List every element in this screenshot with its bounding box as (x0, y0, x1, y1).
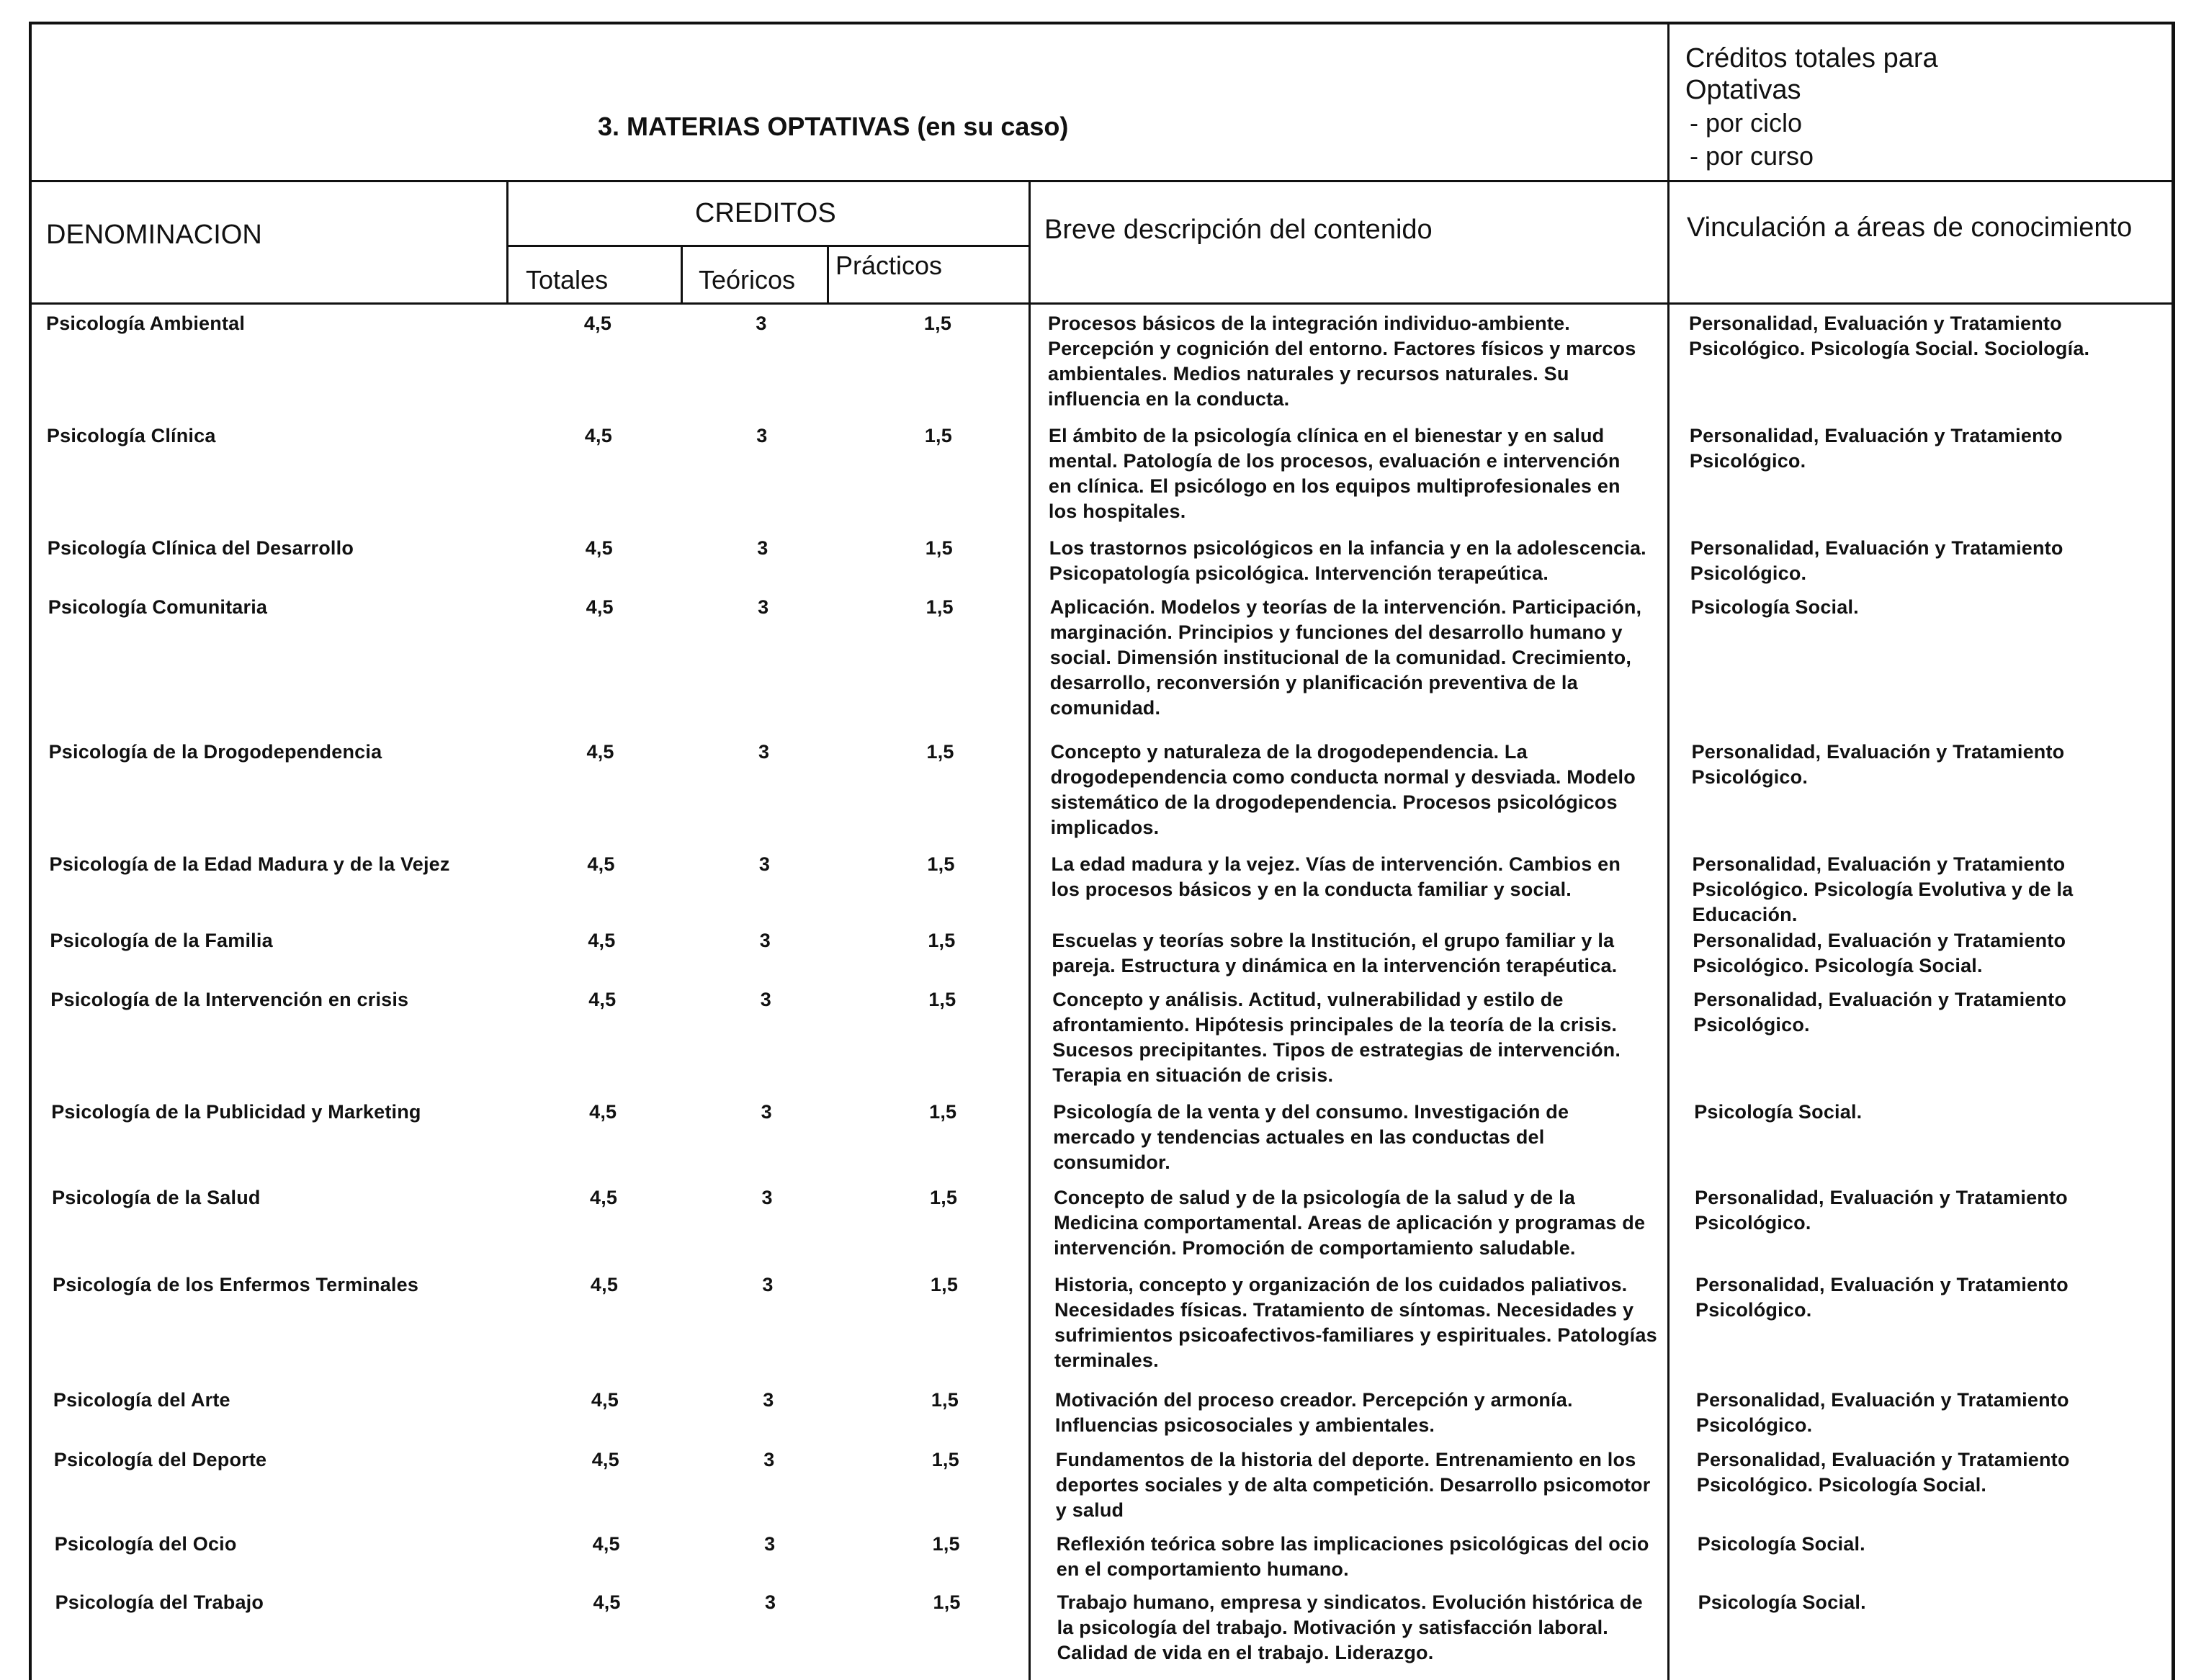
credits-box-line-4: - por curso (1690, 141, 1814, 171)
col-divider-teoricos (827, 245, 829, 302)
row-teoricos: 3 (764, 1591, 776, 1613)
header-teoricos: Teóricos (699, 265, 796, 295)
row-area-line: Psicológico. (1689, 450, 1806, 472)
row-practicos: 1,5 (932, 1533, 960, 1555)
row-description-line: intervención. Promoción de comportamiento saludable. (1054, 1237, 1576, 1259)
row-description-line: en clínica. El psicólogo en los equipos multiprofesionales en (1048, 475, 1621, 497)
row-totales: 4,5 (583, 313, 612, 334)
row-teoricos: 3 (758, 741, 770, 763)
row-teoricos: 3 (758, 596, 769, 618)
row-description-line: y salud (1055, 1499, 1124, 1521)
row-teoricos: 3 (761, 1101, 772, 1123)
row-name: Psicología de la Salud (52, 1187, 261, 1208)
row-description-line: Concepto de salud y de la psicología de la salud y de la (1054, 1187, 1575, 1208)
row-practicos: 1,5 (933, 1591, 961, 1613)
row-description-line: deportes sociales y de alta competición. Desarrollo psicomotor (1055, 1474, 1651, 1496)
row-description-line: sufrimientos psicoafectivos-familiares y espirituales. Patologías (1054, 1324, 1657, 1346)
row-description-line: influencia en la conducta. (1048, 388, 1290, 410)
credits-box-line-3: - por ciclo (1690, 108, 1803, 138)
row-description-line: desarrollo, reconversión y planificación preventiva de la (1049, 672, 1578, 693)
row-practicos: 1,5 (931, 1449, 959, 1470)
credits-box-line-1: Créditos totales para (1685, 43, 1938, 73)
col-divider-totales (681, 245, 683, 302)
row-description-line: Percepción y cognición del entorno. Factores físicos y marcos (1048, 338, 1636, 359)
row-practicos: 1,5 (926, 596, 954, 618)
row-area-line: Psicológico. (1691, 766, 1809, 788)
row-area-line: Personalidad, Evaluación y Tratamiento (1689, 313, 2062, 334)
row-practicos: 1,5 (926, 741, 954, 763)
row-name: Psicología del Ocio (54, 1533, 237, 1555)
row-totales: 4,5 (591, 1389, 619, 1411)
row-name: Psicología de la Intervención en crisis (50, 989, 409, 1010)
row-area-line: Personalidad, Evaluación y Tratamiento (1693, 930, 2066, 951)
row-totales: 4,5 (592, 1533, 620, 1555)
row-totales: 4,5 (590, 1187, 618, 1208)
row-description-line: mental. Patología de los procesos, evaluación e intervención (1048, 450, 1621, 472)
row-practicos: 1,5 (929, 1101, 957, 1123)
row-area-line: Psicología Social. (1690, 596, 1859, 618)
row-practicos: 1,5 (931, 1389, 959, 1411)
row-area-line: Psicología Social. (1697, 1533, 1865, 1555)
section-title: 3. MATERIAS OPTATIVAS (en su caso) (598, 112, 1069, 141)
row-teoricos: 3 (762, 1274, 774, 1295)
row-teoricos: 3 (759, 930, 771, 951)
col-divider-right-box (1667, 22, 1670, 1680)
row-name: Psicología Clínica del Desarrollo (47, 537, 354, 559)
row-name: Psicología de la Familia (50, 930, 273, 951)
row-description-line: Los trastornos psicológicos en la infancia y en la adolescencia. (1049, 537, 1646, 559)
row-practicos: 1,5 (924, 425, 952, 446)
row-teoricos: 3 (760, 989, 771, 1010)
row-description-line: mercado y tendencias actuales en las conductas del (1053, 1126, 1545, 1148)
row-totales: 4,5 (586, 741, 614, 763)
row-practicos: 1,5 (928, 930, 956, 951)
row-area-line: Personalidad, Evaluación y Tratamiento (1695, 1187, 2068, 1208)
row-area-line: Educación. (1692, 904, 1798, 925)
header-vinculacion: Vinculación a áreas de conocimiento (1687, 212, 2133, 243)
row-description-line: Aplicación. Modelos y teorías de la intervención. Participación, (1049, 596, 1642, 618)
row-area-line: Psicológico. Psicología Social. (1693, 955, 1983, 976)
row-description-line: social. Dimensión institucional de la comunidad. Crecimiento, (1049, 647, 1632, 668)
header-divider (29, 180, 2175, 182)
row-description-line: Terapia en situación de crisis. (1052, 1064, 1334, 1086)
row-totales: 4,5 (587, 853, 615, 875)
row-description-line: consumidor. (1053, 1151, 1170, 1173)
row-description-line: Historia, concepto y organización de los cuidados paliativos. (1054, 1274, 1628, 1295)
row-teoricos: 3 (756, 425, 768, 446)
header-totales: Totales (526, 265, 609, 295)
row-area-line: Psicología Social. (1698, 1591, 1866, 1613)
row-description-line: Concepto y naturaleza de la drogodependencia. La (1050, 741, 1528, 763)
row-area-line: Personalidad, Evaluación y Tratamiento (1689, 425, 2063, 446)
row-name: Psicología de los Enfermos Terminales (53, 1274, 419, 1295)
row-totales: 4,5 (591, 1449, 619, 1470)
row-description-line: terminales. (1054, 1349, 1159, 1371)
row-teoricos: 3 (758, 853, 771, 875)
row-teoricos: 3 (761, 1187, 773, 1208)
row-description-line: Calidad de vida en el trabajo. Liderazgo. (1057, 1642, 1434, 1663)
row-description-line: los procesos básicos y en la conducta familiar y social. (1051, 879, 1572, 900)
row-practicos: 1,5 (927, 853, 955, 875)
body-divider (29, 302, 2175, 305)
row-practicos: 1,5 (925, 537, 953, 559)
row-area-line: Personalidad, Evaluación y Tratamiento (1691, 741, 2065, 763)
row-description-line: Concepto y análisis. Actitud, vulnerabilidad y estilo de (1052, 989, 1564, 1010)
row-description-line: Influencias psicosociales y ambientales. (1054, 1414, 1435, 1436)
row-description-line: Procesos básicos de la integración individuo-ambiente. (1048, 313, 1570, 334)
row-area-line: Personalidad, Evaluación y Tratamiento (1695, 1389, 2069, 1411)
row-area-line: Personalidad, Evaluación y Tratamiento (1695, 1274, 2069, 1295)
row-name: Psicología de la Drogodependencia (48, 741, 382, 763)
row-area-line: Psicológico. (1695, 1212, 1811, 1234)
row-description-line: Sucesos precipitantes. Tipos de estrategias de intervención. (1052, 1039, 1621, 1061)
row-description-line: Motivación del proceso creador. Percepción y armonía. (1054, 1389, 1573, 1411)
row-description-line: Medicina comportamental. Areas de aplicación y programas de (1054, 1212, 1646, 1234)
row-description-line: afrontamiento. Hipótesis principales de la teoría de la crisis. (1052, 1014, 1618, 1036)
row-practicos: 1,5 (928, 989, 956, 1010)
row-teoricos: 3 (763, 1389, 774, 1411)
row-description-line: ambientales. Medios naturales y recursos naturales. Su (1048, 363, 1569, 385)
row-practicos: 1,5 (923, 313, 952, 334)
row-description-line: La edad madura y la vejez. Vías de intervención. Cambios en (1051, 853, 1621, 875)
header-creditos: CREDITOS (695, 198, 836, 228)
row-name: Psicología Clínica (46, 425, 216, 446)
row-practicos: 1,5 (930, 1274, 959, 1295)
col-divider-desc (1028, 180, 1031, 1680)
header-practicos: Prácticos (835, 251, 943, 280)
row-description-line: Reflexión teórica sobre las implicaciones psicológicas del ocio (1056, 1533, 1649, 1555)
row-teoricos: 3 (757, 537, 768, 559)
row-area-line: Personalidad, Evaluación y Tratamiento (1692, 853, 2066, 875)
row-description-line: Psicología de la venta y del consumo. Investigación de (1053, 1101, 1569, 1123)
row-description-line: Escuelas y teorías sobre la Institución, el grupo familiar y la (1052, 930, 1615, 951)
col-divider-name (506, 180, 508, 302)
row-area-line: Psicológico. Psicología Social. Sociología. (1689, 338, 2090, 359)
row-name: Psicología Ambiental (46, 313, 246, 334)
row-name: Psicología Comunitaria (48, 596, 268, 618)
row-area-line: Psicológico. (1693, 1014, 1810, 1036)
row-description-line: Trabajo humano, empresa y sindicatos. Evolución histórica de (1057, 1591, 1643, 1613)
row-area-line: Personalidad, Evaluación y Tratamiento (1696, 1449, 2070, 1470)
row-area-line: Psicológico. Psicología Evolutiva y de la (1692, 879, 2074, 900)
row-description-line: los hospitales. (1048, 500, 1186, 522)
row-description-line: drogodependencia como conducta normal y desviada. Modelo (1050, 766, 1636, 788)
row-description-line: en el comportamiento humano. (1056, 1558, 1349, 1580)
row-teoricos: 3 (763, 1449, 775, 1470)
row-description-line: El ámbito de la psicología clínica en el bienestar y en salud (1048, 425, 1605, 446)
row-teoricos: 3 (756, 313, 767, 334)
row-name: Psicología del Deporte (53, 1449, 267, 1470)
row-totales: 4,5 (585, 537, 613, 559)
header-denominacion: DENOMINACION (46, 220, 262, 250)
row-description-line: comunidad. (1049, 697, 1161, 719)
row-area-line: Psicológico. (1695, 1414, 1813, 1436)
subheader-divider (506, 245, 1028, 247)
row-area-line: Psicológico. (1695, 1299, 1812, 1321)
row-teoricos: 3 (764, 1533, 776, 1555)
row-description-line: Necesidades físicas. Tratamiento de síntomas. Necesidades y (1054, 1299, 1634, 1321)
row-totales: 4,5 (584, 425, 612, 446)
row-practicos: 1,5 (930, 1187, 958, 1208)
credits-box-line-2: Optativas (1685, 75, 1801, 105)
row-totales: 4,5 (588, 989, 617, 1010)
header-descripcion: Breve descripción del contenido (1044, 215, 1433, 245)
row-area-line: Personalidad, Evaluación y Tratamiento (1690, 537, 2063, 559)
row-name: Psicología del Trabajo (55, 1591, 264, 1613)
row-description-line: marginación. Principios y funciones del desarrollo humano y (1049, 621, 1623, 643)
row-name: Psicología del Arte (53, 1389, 230, 1411)
row-totales: 4,5 (588, 930, 616, 951)
row-description-line: sistemático de la drogodependencia. Procesos psicológicos (1050, 791, 1618, 813)
row-name: Psicología de la Edad Madura y de la Vejez (49, 853, 450, 875)
row-area-line: Personalidad, Evaluación y Tratamiento (1693, 989, 2067, 1010)
row-description-line: implicados. (1050, 817, 1160, 838)
row-area-line: Psicológico. Psicología Social. (1696, 1474, 1987, 1496)
row-description-line: Psicopatología psicológica. Intervención terapeútica. (1049, 562, 1549, 584)
row-description-line: pareja. Estructura y dinámica en la intervención terapéutica. (1052, 955, 1618, 976)
row-name: Psicología de la Publicidad y Marketing (51, 1101, 421, 1123)
row-description-line: Fundamentos de la historia del deporte. Entrenamiento en los (1055, 1449, 1636, 1470)
row-totales: 4,5 (589, 1101, 617, 1123)
row-area-line: Psicología Social. (1694, 1101, 1863, 1123)
row-totales: 4,5 (586, 596, 614, 618)
row-totales: 4,5 (590, 1274, 619, 1295)
row-totales: 4,5 (593, 1591, 621, 1613)
row-area-line: Psicológico. (1690, 562, 1807, 584)
row-description-line: la psicología del trabajo. Motivación y satisfacción laboral. (1057, 1617, 1608, 1638)
